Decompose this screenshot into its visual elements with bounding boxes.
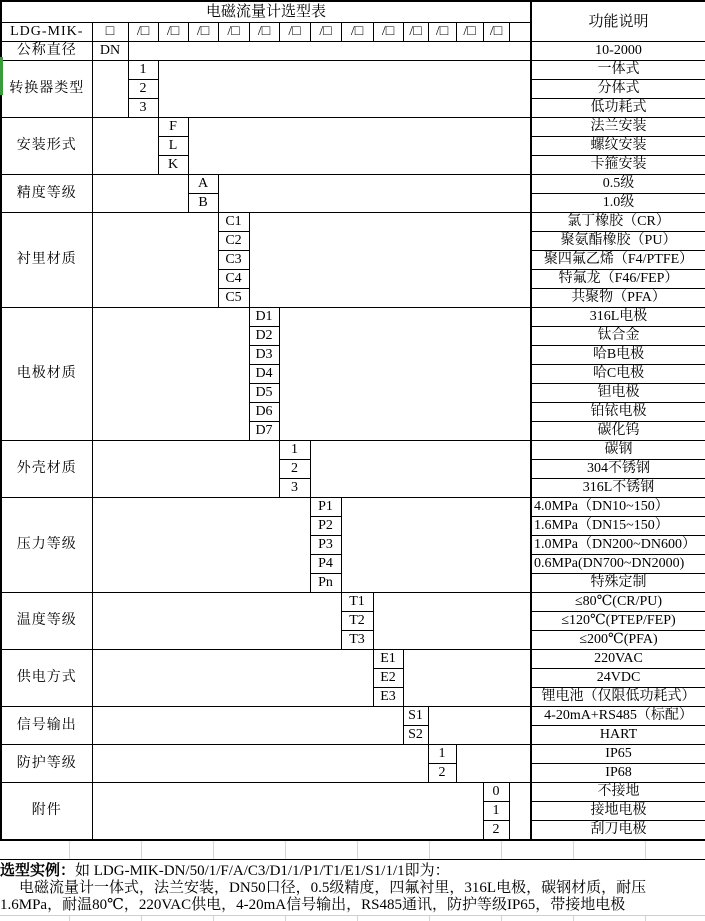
option-code: F	[158, 118, 188, 137]
section-label: 衬里材质	[1, 213, 92, 308]
filler-cell	[92, 61, 128, 118]
function-desc: 220VAC	[531, 650, 705, 669]
function-desc: 螺纹安装	[531, 137, 705, 156]
function-desc: 聚氨酯橡胶（PU）	[531, 232, 705, 251]
function-desc: 304不锈钢	[531, 460, 705, 479]
option-code: D6	[249, 403, 279, 422]
function-desc: 316L电极	[531, 308, 705, 327]
option-code: K	[158, 156, 188, 175]
filler-cell	[92, 213, 218, 308]
function-desc: 特殊定制	[531, 574, 705, 593]
model-slash-box: /□	[279, 23, 310, 42]
option-code: 3	[279, 479, 310, 498]
filler-cell	[92, 441, 279, 498]
option-code: E3	[373, 688, 403, 707]
section-label: 附件	[1, 783, 92, 841]
function-desc: 碳钢	[531, 441, 705, 460]
filler-cell	[310, 441, 531, 498]
example-heading-code: 如 LDG-MIK-DN/50/1/F/A/C3/D1/1/P1/T1/E1/S1/1/1即为：	[75, 863, 450, 879]
function-desc: 卡箍安装	[531, 156, 705, 175]
option-code: D7	[249, 422, 279, 441]
filler-cell	[341, 498, 531, 593]
filler-cell	[128, 42, 531, 61]
option-code: 2	[128, 80, 158, 99]
option-code: 1	[128, 61, 158, 80]
function-desc: ≤120℃(PTEP/FEP)	[531, 612, 705, 631]
option-code: D1	[249, 308, 279, 327]
filler-cell	[92, 783, 483, 841]
option-code: 2	[483, 821, 509, 841]
model-slash-box: /□	[341, 23, 373, 42]
function-desc: 共聚物（PFA）	[531, 289, 705, 308]
function-desc: 锂电池（仅限低功耗式）	[531, 688, 705, 707]
function-desc: 哈C电极	[531, 365, 705, 384]
model-slash-box: /□	[373, 23, 403, 42]
filler-cell	[509, 783, 531, 841]
filler-cell	[92, 745, 428, 783]
option-code: P1	[310, 498, 341, 517]
model-slash-box: /□	[188, 23, 218, 42]
option-code: C3	[218, 251, 249, 270]
table-title: 电磁流量计选型表	[1, 1, 531, 23]
function-desc: 刮刀电极	[531, 821, 705, 841]
selection-marker	[0, 57, 3, 95]
section-label: 温度等级	[1, 593, 92, 650]
option-code: S1	[403, 707, 428, 726]
function-column-header: 功能说明	[531, 1, 705, 42]
option-code: P2	[310, 517, 341, 536]
option-code: E1	[373, 650, 403, 669]
function-desc: 4.0MPa（DN10~150）	[531, 498, 705, 517]
function-desc: IP65	[531, 745, 705, 764]
function-desc: ≤200℃(PFA)	[531, 631, 705, 650]
function-desc: 316L不锈钢	[531, 479, 705, 498]
option-code: D5	[249, 384, 279, 403]
option-code: T3	[341, 631, 373, 650]
model-slash-box: /□	[428, 23, 456, 42]
filler-cell	[428, 707, 531, 745]
function-desc: 1.6MPa（DN15~150）	[531, 517, 705, 536]
function-desc: 铂铱电极	[531, 403, 705, 422]
section-label: 压力等级	[1, 498, 92, 593]
function-desc: 碳化钨	[531, 422, 705, 441]
option-code: T2	[341, 612, 373, 631]
example-heading-lead: 选型实例：	[0, 863, 76, 879]
option-code: 1	[428, 745, 456, 764]
section-label: 转换器类型	[1, 61, 92, 118]
option-code: C2	[218, 232, 249, 251]
option-code: D4	[249, 365, 279, 384]
model-slash-box: /□	[218, 23, 249, 42]
section-label: 防护等级	[1, 745, 92, 783]
filler-cell	[279, 308, 531, 441]
filler-cell	[456, 745, 531, 783]
model-slash-box: /□	[249, 23, 279, 42]
model-slash-box: /□	[403, 23, 428, 42]
function-desc: 低功耗式	[531, 99, 705, 118]
filler-cell	[92, 650, 373, 707]
function-desc: 法兰安装	[531, 118, 705, 137]
section-label: 信号输出	[1, 707, 92, 745]
function-desc: 钽电极	[531, 384, 705, 403]
option-code: T1	[341, 593, 373, 612]
filler-cell	[92, 308, 249, 441]
spreadsheet-grid-gap	[0, 841, 705, 860]
function-desc: 24VDC	[531, 669, 705, 688]
option-code: 1	[483, 802, 509, 821]
example-body-line: 电磁流量计一体式，法兰安装，DN50口径，0.5级精度，四氟衬里，316L电极，碳钢材质，耐压	[19, 880, 647, 896]
function-desc: 哈B电极	[531, 346, 705, 365]
model-slash-box: /□	[483, 23, 509, 42]
function-desc: 1.0MPa（DN200~DN600）	[531, 536, 705, 555]
function-desc: 氯丁橡胶（CR）	[531, 213, 705, 232]
function-desc: 4-20mA+RS485（标配）	[531, 707, 705, 726]
option-code: Pn	[310, 574, 341, 593]
section-label: 安装形式	[1, 118, 92, 175]
section-label: 电极材质	[1, 308, 92, 441]
function-desc: 0.5级	[531, 175, 705, 194]
option-code: C1	[218, 213, 249, 232]
model-slash-box: /□	[456, 23, 483, 42]
option-code: 1	[279, 441, 310, 460]
function-desc: ≤80℃(CR/PU)	[531, 593, 705, 612]
function-desc: 一体式	[531, 61, 705, 80]
diameter-code: DN	[92, 42, 128, 61]
filler-cell	[403, 650, 531, 707]
filler-cell	[92, 498, 310, 593]
option-code: 3	[128, 99, 158, 118]
option-code: P3	[310, 536, 341, 555]
section-label: 精度等级	[1, 175, 92, 213]
filler-cell	[92, 593, 341, 650]
example-heading	[0, 862, 705, 880]
model-slash-box: /□	[310, 23, 341, 42]
filler-cell	[158, 61, 531, 118]
option-code: C5	[218, 289, 249, 308]
section-label: 外壳材质	[1, 441, 92, 498]
example-body-line: 1.6MPa，耐温80℃，220VAC供电，4-20mA信号输出，RS485通讯，防护等级IP65，带接地电极	[0, 897, 626, 913]
filler-cell	[218, 175, 531, 213]
option-code: A	[188, 175, 218, 194]
function-desc: 0.6MPa(DN700~DN2000)	[531, 555, 705, 574]
model-box: □	[92, 23, 128, 42]
model-slash-box: /□	[128, 23, 158, 42]
function-desc: HART	[531, 726, 705, 745]
filler-cell	[373, 593, 531, 650]
option-code: 0	[483, 783, 509, 802]
function-desc: IP68	[531, 764, 705, 783]
option-code: P4	[310, 555, 341, 574]
option-code: C4	[218, 270, 249, 289]
model-prefix: LDG-MIK-	[1, 23, 92, 42]
section-label-diameter: 公称直径	[1, 42, 92, 61]
filler-cell	[249, 213, 531, 308]
function-desc: 10-2000	[531, 42, 705, 61]
function-desc: 特氟龙（F46/FEP）	[531, 270, 705, 289]
filler-cell	[92, 707, 403, 745]
option-code: L	[158, 137, 188, 156]
filler-cell	[92, 118, 158, 175]
option-code: D2	[249, 327, 279, 346]
filler-cell	[92, 175, 188, 213]
function-desc: 分体式	[531, 80, 705, 99]
function-desc: 聚四氟乙烯（F4/PTFE）	[531, 251, 705, 270]
option-code: S2	[403, 726, 428, 745]
function-desc: 钛合金	[531, 327, 705, 346]
filler-cell	[188, 118, 531, 175]
function-desc: 1.0级	[531, 194, 705, 213]
function-desc: 接地电极	[531, 802, 705, 821]
option-code: 2	[279, 460, 310, 479]
model-slash-box: /□	[158, 23, 188, 42]
option-code: E2	[373, 669, 403, 688]
model-gap-cell	[509, 23, 531, 42]
option-code: D3	[249, 346, 279, 365]
option-code: B	[188, 194, 218, 213]
selection-example	[0, 860, 705, 915]
section-label: 供电方式	[1, 650, 92, 707]
option-code: 2	[428, 764, 456, 783]
function-desc: 不接地	[531, 783, 705, 802]
